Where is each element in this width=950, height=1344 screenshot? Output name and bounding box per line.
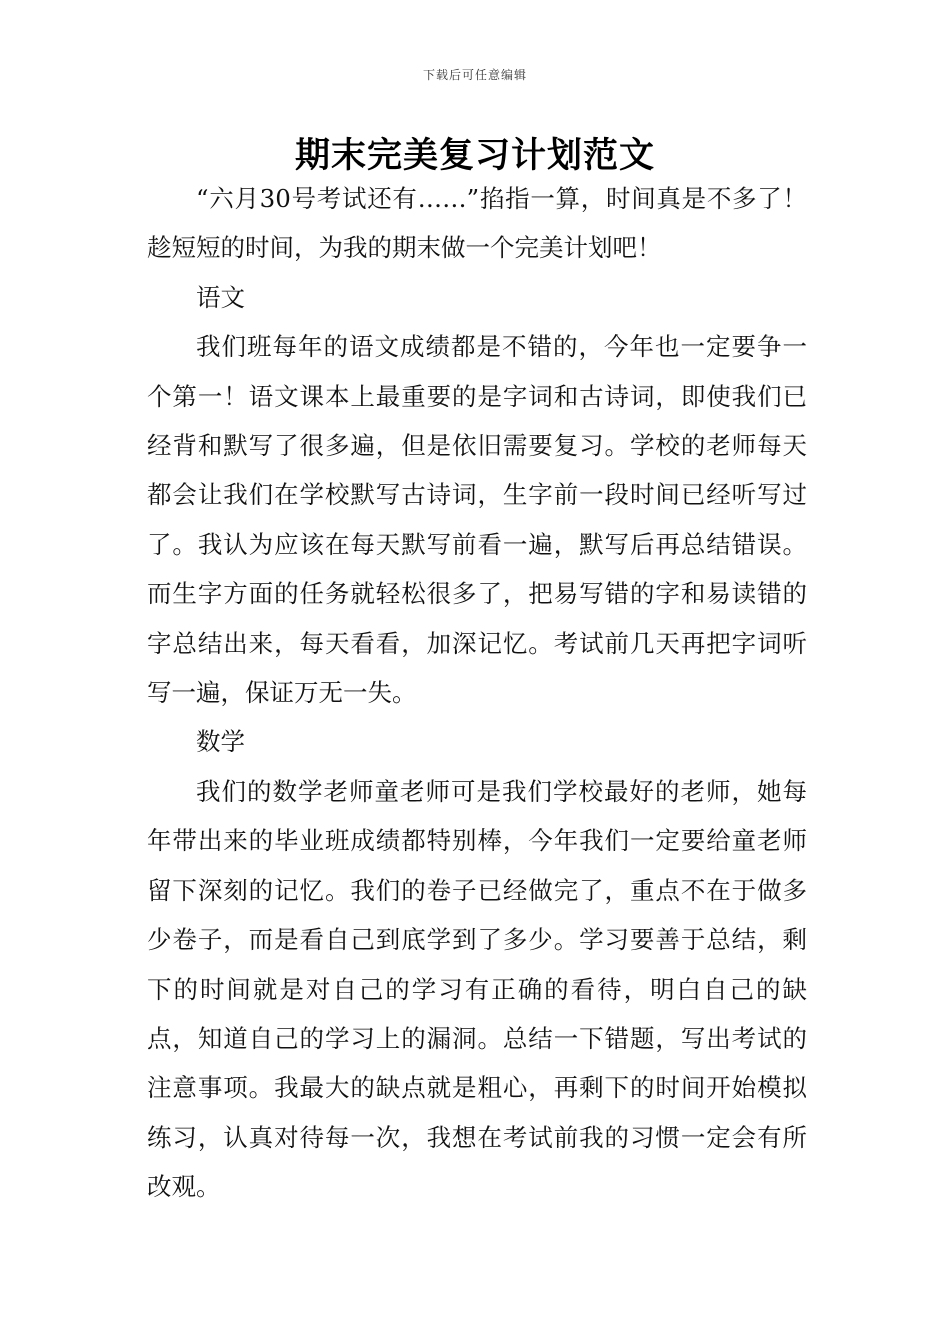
math-paragraph: 我们的数学老师童老师可是我们学校最好的老师，她每年带出来的毕业班成绩都特别棒，今年我们一定要给童老师留下深刻的记忆。我们的卷子已经做完了，重点不在于做多少卷子，而是看自己到底学到了多少。学习要善于总结，剩下的时间就是对自己的学习有正确的看待，明白自己的缺点，知道自己的学习上的漏洞。总结一下错题，写出考试的注意事项。我最大的缺点就是粗心，再剩下的时间开始模拟练习，认真对待每一次，我想在考试前我的习惯一定会有所改观。 [147, 776, 807, 1202]
header-note: 下载后可任意编辑 [422, 68, 527, 82]
chinese-paragraph: 我们班每年的语文成绩都是不错的，今年也一定要争一个第一！语文课本上最重要的是字词和古诗词，即使我们已经背和默写了很多遍，但是依旧需要复习。学校的老师每天都会让我们在学校默写古诗词，生字前一段时间已经听写过了。我认为应该在每天默写前看一遍，默写后再总结错误。而生字方面的任务就轻松很多了，把易写错的字和易读错的字总结出来，每天看看，加深记忆。考试前几天再把字词听写一遍，保证万无一失。 [147, 332, 807, 708]
intro-paragraph: “六月30号考试还有……”掐指一算，时间真是不多了！趁短短的时间，为我的期末做一个完美计划吧！ [147, 184, 807, 263]
section-heading-chinese: 语文 [196, 282, 245, 312]
section-heading-math: 数学 [196, 727, 245, 757]
document-body [147, 174, 807, 1212]
document-title: 期末完美复习计划范文 [294, 136, 655, 176]
